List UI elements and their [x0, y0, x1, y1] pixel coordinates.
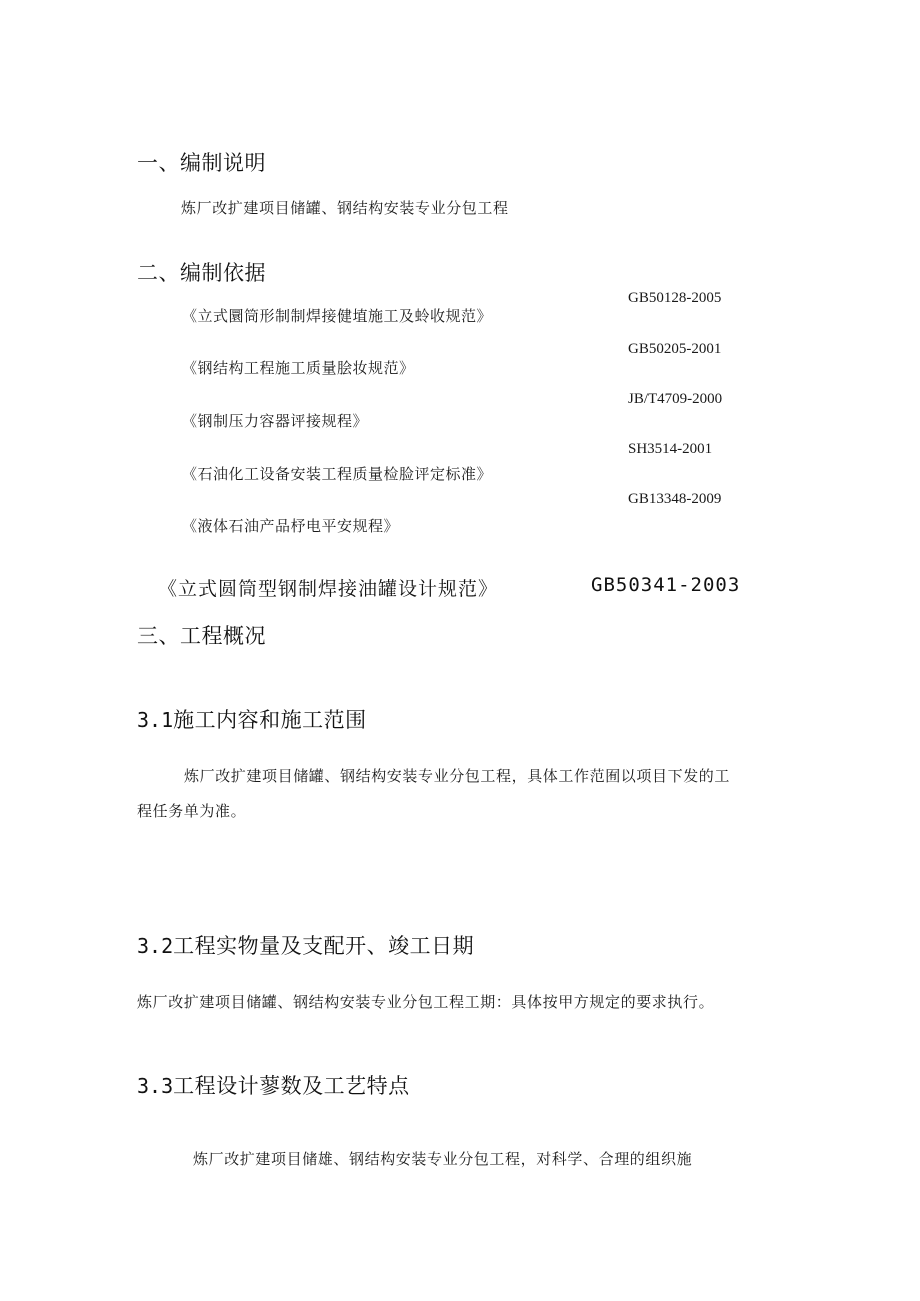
section-heading-1: 一、编制说明 — [137, 151, 266, 175]
subsection-3-1-body-line1: 炼厂改扩建项目储罐、钢结构安装专业分包工程，具体工作范囿以项目下发的工 — [184, 767, 731, 785]
reference-code: JB/T4709-2000 — [628, 391, 723, 407]
reference-title: 《立式圜筒形制制焊接健埴施工及蛉收规范》 — [182, 307, 493, 325]
reference-title: 《液体石油产品杼电平安规程》 — [182, 517, 400, 535]
section-heading-3: 三、工程概况 — [137, 624, 266, 648]
reference-title: 《石油化工设备安装工程质量检脸评定标准》 — [182, 465, 493, 483]
subsection-3-3-body: 炼厂改扩建项目储雄、钢结构安装专业分包工程，对科学、合理的组织施 — [193, 1150, 693, 1168]
reference-code: GB50128-2005 — [628, 290, 722, 306]
reference-code: GB50205-2001 — [628, 341, 722, 357]
section-1-body: 炼厂改扩建项目储罐、钢结构安装专业分包工程 — [181, 199, 509, 217]
subsection-number: 3.2 — [137, 934, 174, 958]
subsection-number: 3.1 — [137, 708, 174, 732]
subsection-title: 工程设计蓼数及工艺特点 — [173, 1074, 410, 1098]
reference-code: GB13348-2009 — [628, 491, 722, 507]
subsection-3-1-body-line2: 程任务单为准。 — [137, 802, 247, 820]
reference-title-large: 《立式圆筒型钢制焊接油罐设计规范》 — [158, 578, 499, 600]
subsection-title: 施工内容和施工范围 — [173, 708, 367, 732]
reference-title: 《钢制压力容器评接规程》 — [182, 412, 369, 430]
subsection-number: 3.3 — [137, 1074, 174, 1098]
subsection-heading-3-3 — [137, 1070, 410, 1100]
reference-code-large: GB50341-2003 — [591, 574, 741, 596]
reference-title: 《钢结构工程施工质量脍妆规范》 — [182, 359, 415, 377]
subsection-heading-3-1 — [137, 704, 367, 734]
subsection-3-2-body: 炼厂改扩建项目储罐、钢结构安装专业分包工程工期：具体按甲方规定的要求执行。 — [137, 993, 715, 1011]
subsection-title: 工程实物量及支配开、竣工日期 — [173, 934, 475, 958]
reference-code: SH3514-2001 — [628, 441, 713, 457]
subsection-heading-3-2 — [137, 930, 474, 960]
section-heading-2: 二、编制依据 — [137, 261, 266, 285]
